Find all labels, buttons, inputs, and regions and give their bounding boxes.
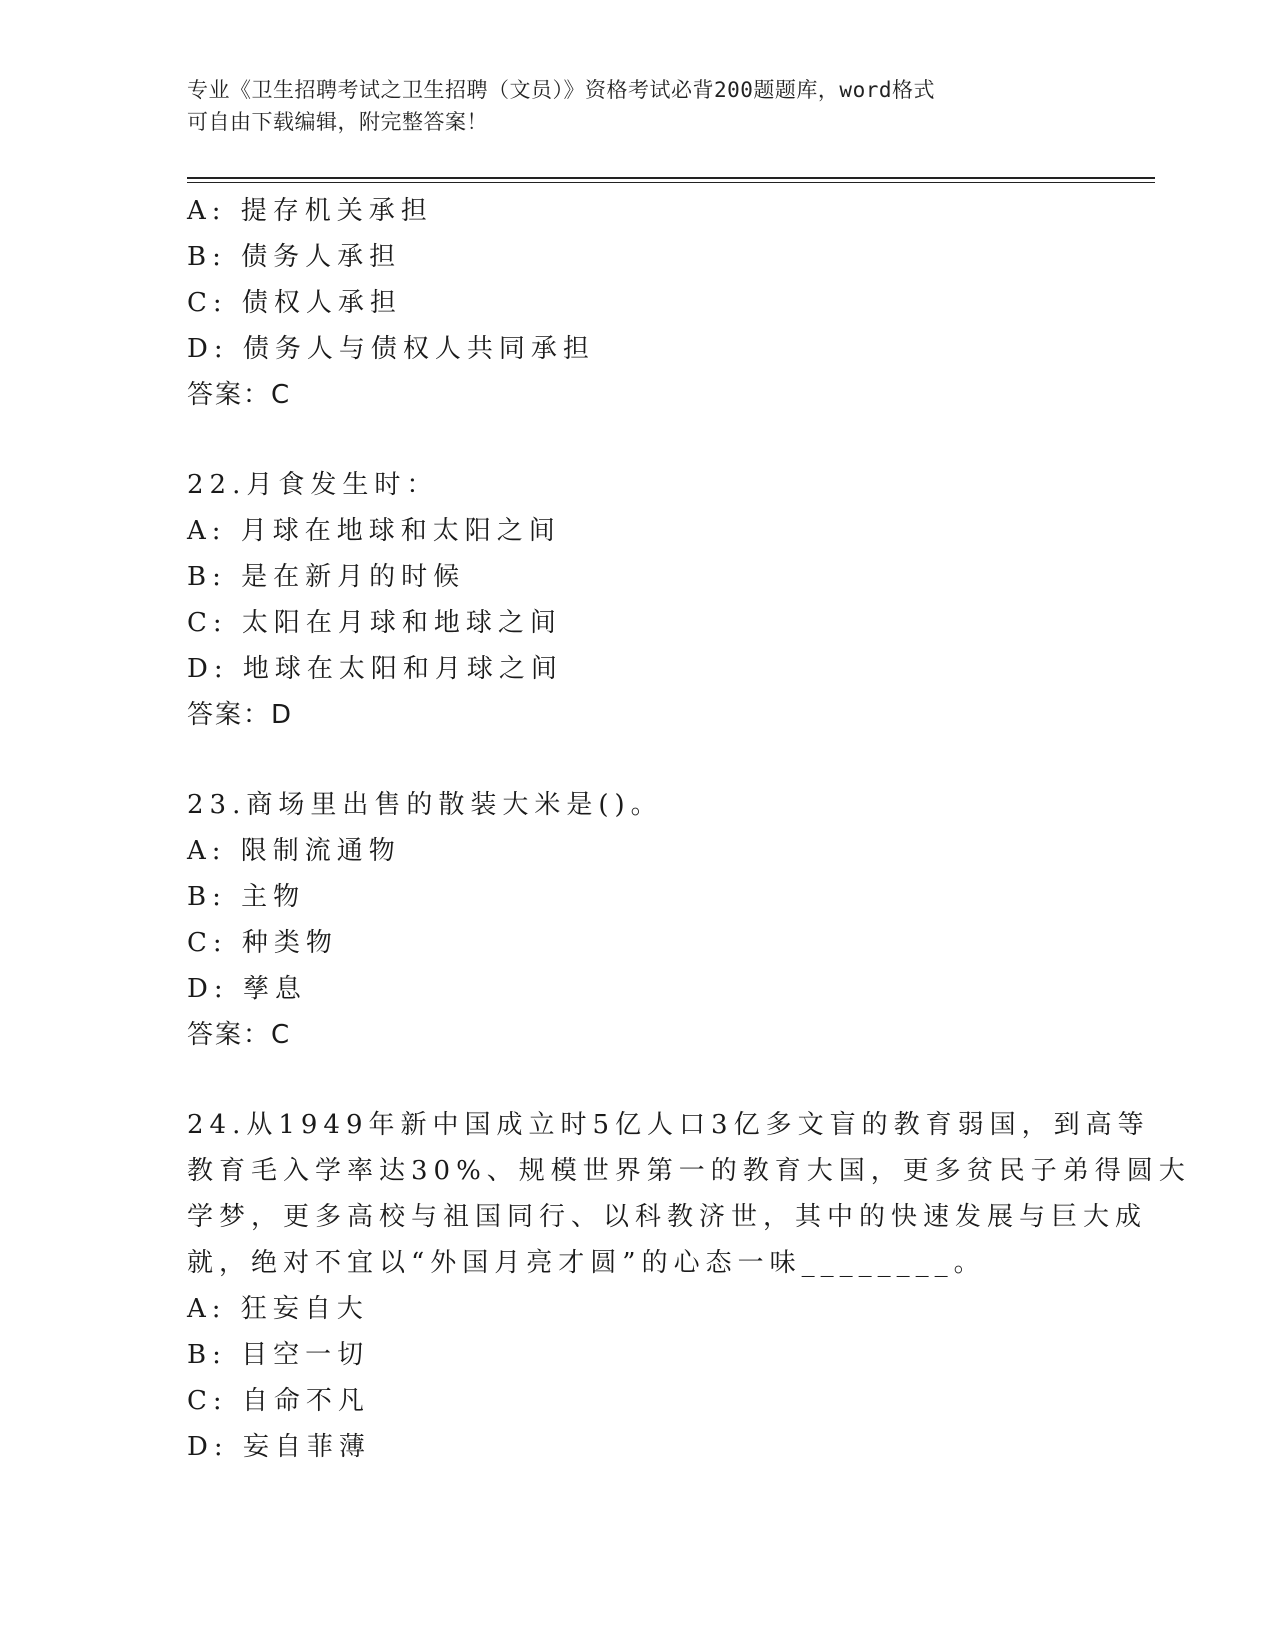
option-c: C: 种类物	[187, 928, 338, 958]
option-d: D: 妄自菲薄	[187, 1432, 371, 1462]
option-b: B: 目空一切	[187, 1340, 370, 1370]
answer: 答案：D	[187, 700, 294, 730]
header-line-2: 可自由下载编辑，附完整答案！	[187, 110, 488, 134]
option-d: D: 地球在太阳和月球之间	[187, 654, 563, 684]
spacer	[187, 1058, 1087, 1102]
question-24	[187, 1102, 1191, 1470]
option-a: A: 狂妄自大	[187, 1294, 369, 1324]
question-stem-line: 就，绝对不宜以“外国月亮才圆”的心态一味________。	[187, 1248, 986, 1278]
question-stem-line: 学梦，更多高校与祖国同行、以科教济世，其中的快速发展与巨大成	[187, 1202, 1148, 1232]
question-stem-line: 24.从1949年新中国成立时5亿人口3亿多文盲的教育弱国，到高等	[187, 1110, 1150, 1140]
option-a: A: 提存机关承担	[187, 196, 433, 226]
option-c: C: 太阳在月球和地球之间	[187, 608, 562, 638]
question-list	[187, 188, 1191, 1470]
question-22	[187, 462, 1087, 738]
answer: 答案：C	[187, 1020, 292, 1050]
question-stem-line: 教育毛入学率达30%、规模世界第一的教育大国，更多贫民子弟得圆大	[187, 1156, 1191, 1186]
question-21	[187, 188, 1087, 418]
option-b: B: 主物	[187, 882, 306, 912]
option-d: D: 债务人与债权人共同承担	[187, 334, 595, 364]
spacer	[187, 738, 1087, 782]
option-d: D: 孳息	[187, 974, 307, 1004]
option-c: C: 债权人承担	[187, 288, 402, 318]
spacer	[187, 418, 1087, 462]
option-a: A: 限制流通物	[187, 836, 401, 866]
header-rule-thin	[187, 182, 1155, 183]
document-header	[187, 74, 1067, 138]
option-b: B: 债务人承担	[187, 242, 402, 272]
option-a: A: 月球在地球和太阳之间	[187, 516, 561, 546]
option-c: C: 自命不凡	[187, 1386, 370, 1416]
option-b: B: 是在新月的时候	[187, 562, 466, 592]
question-23	[187, 782, 1087, 1058]
question-stem: 23.商场里出售的散装大米是()。	[187, 790, 663, 820]
question-stem: 22.月食发生时：	[187, 470, 439, 500]
header-line-1: 专业《卫生招聘考试之卫生招聘（文员）》资格考试必背200题题库，word格式	[187, 78, 935, 102]
answer: 答案：C	[187, 380, 292, 410]
header-rule-thick	[187, 177, 1155, 179]
